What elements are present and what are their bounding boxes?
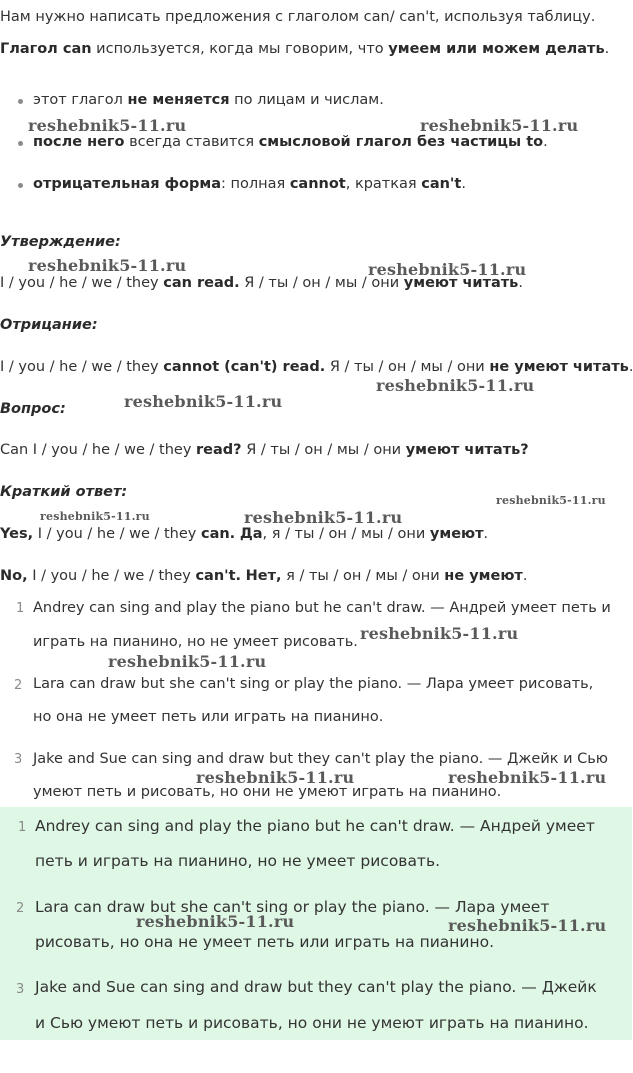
bullet-dot-icon	[18, 141, 23, 146]
watermark: reshebnik5-11.ru	[496, 494, 606, 507]
answer-number: 1	[18, 820, 27, 835]
bullet-dot-icon	[18, 99, 23, 104]
answer-2-line-1: Lara can draw but she can't sing or play the piano. — Лара умеет рисовать,	[33, 676, 594, 692]
section-heading-negative: Отрицание:	[0, 317, 98, 333]
short-answer-yes: Yes, I / you / he / we / they can. Да, я / ты / он / мы / они умеют.	[0, 526, 489, 542]
answer-1-line-2: играть на пианино, но не умеет рисовать.	[33, 634, 358, 650]
short-answer-no: No, I / you / he / we / they can't. Нет, я / ты / он / мы / они не умеют.	[0, 568, 528, 584]
watermark: reshebnik5-11.ru	[244, 508, 403, 527]
question-example: Can I / you / he / we / they read? Я / ты / он / мы / они умеют читать?	[0, 442, 529, 458]
bullet-item: отрицательная форма: полная cannot, краткая can't.	[33, 176, 466, 192]
watermark: reshebnik5-11.ru	[368, 260, 527, 279]
watermark: reshebnik5-11.ru	[28, 256, 187, 275]
bullet-item: этот глагол не меняется по лицам и числам.	[33, 92, 384, 108]
watermark: reshebnik5-11.ru	[360, 624, 519, 643]
section-heading-affirmative: Утверждение:	[0, 234, 121, 250]
watermark: reshebnik5-11.ru	[420, 116, 579, 135]
watermark: reshebnik5-11.ru	[136, 912, 295, 931]
intro-line-2: Глагол can используется, когда мы говорим, что умеем или можем делать.	[0, 41, 610, 57]
section-heading-short-answer: Краткий ответ:	[0, 484, 128, 500]
watermark: reshebnik5-11.ru	[108, 652, 267, 671]
highlighted-answer-2-line-2: рисовать, но она не умеет петь или играть на пианино.	[35, 933, 495, 951]
highlighted-answer-1-line-2: петь и играть на пианино, но не умеет рисовать.	[35, 852, 441, 870]
intro-line-1: Нам нужно написать предложения с глаголом can/ can't, используя таблицу.	[0, 9, 596, 25]
watermark: reshebnik5-11.ru	[124, 392, 283, 411]
watermark: reshebnik5-11.ru	[376, 376, 535, 395]
bullet-item: после него всегда ставится смысловой глагол без частицы to.	[33, 134, 548, 150]
highlighted-answer-2-line-1: Lara can draw but she can't sing or play the piano. — Лара умеет	[35, 898, 550, 916]
section-heading-question: Вопрос:	[0, 401, 66, 417]
highlighted-answer-3-line-2: и Сью умеют петь и рисовать, но они не умеют играть на пианино.	[35, 1014, 589, 1032]
watermark: reshebnik5-11.ru	[196, 768, 355, 787]
watermark: reshebnik5-11.ru	[448, 768, 607, 787]
watermark: reshebnik5-11.ru	[448, 916, 607, 935]
answer-3-line-2: умеют петь и рисовать, но они не умеют играть на пианино.	[33, 784, 502, 800]
answer-number: 1	[16, 601, 25, 616]
answer-3-line-1: Jake and Sue can sing and draw but they can't play the piano. — Джейк и Сью	[33, 751, 609, 767]
affirmative-example: I / you / he / we / they can read. Я / ты / он / мы / они умеют читать.	[0, 275, 523, 291]
negative-example: I / you / he / we / they cannot (can't) read. Я / ты / он / мы / они не умеют читать.	[0, 359, 633, 375]
watermark: reshebnik5-11.ru	[40, 510, 150, 523]
answer-number: 3	[14, 752, 23, 767]
answer-number: 3	[16, 982, 25, 997]
answer-2-line-2: но она не умеет петь или играть на пианино.	[33, 709, 384, 725]
highlighted-answer-1-line-1: Andrey can sing and play the piano but he can't draw. — Андрей умеет	[35, 817, 595, 835]
answer-number: 2	[16, 901, 25, 916]
highlighted-answer-3-line-1: Jake and Sue can sing and draw but they can't play the piano. — Джейк	[35, 978, 597, 996]
bullet-dot-icon	[18, 183, 23, 188]
watermark: reshebnik5-11.ru	[28, 116, 187, 135]
answer-1-line-1: Andrey can sing and play the piano but he can't draw. — Андрей умеет петь и	[33, 600, 611, 616]
answer-number: 2	[14, 678, 23, 693]
